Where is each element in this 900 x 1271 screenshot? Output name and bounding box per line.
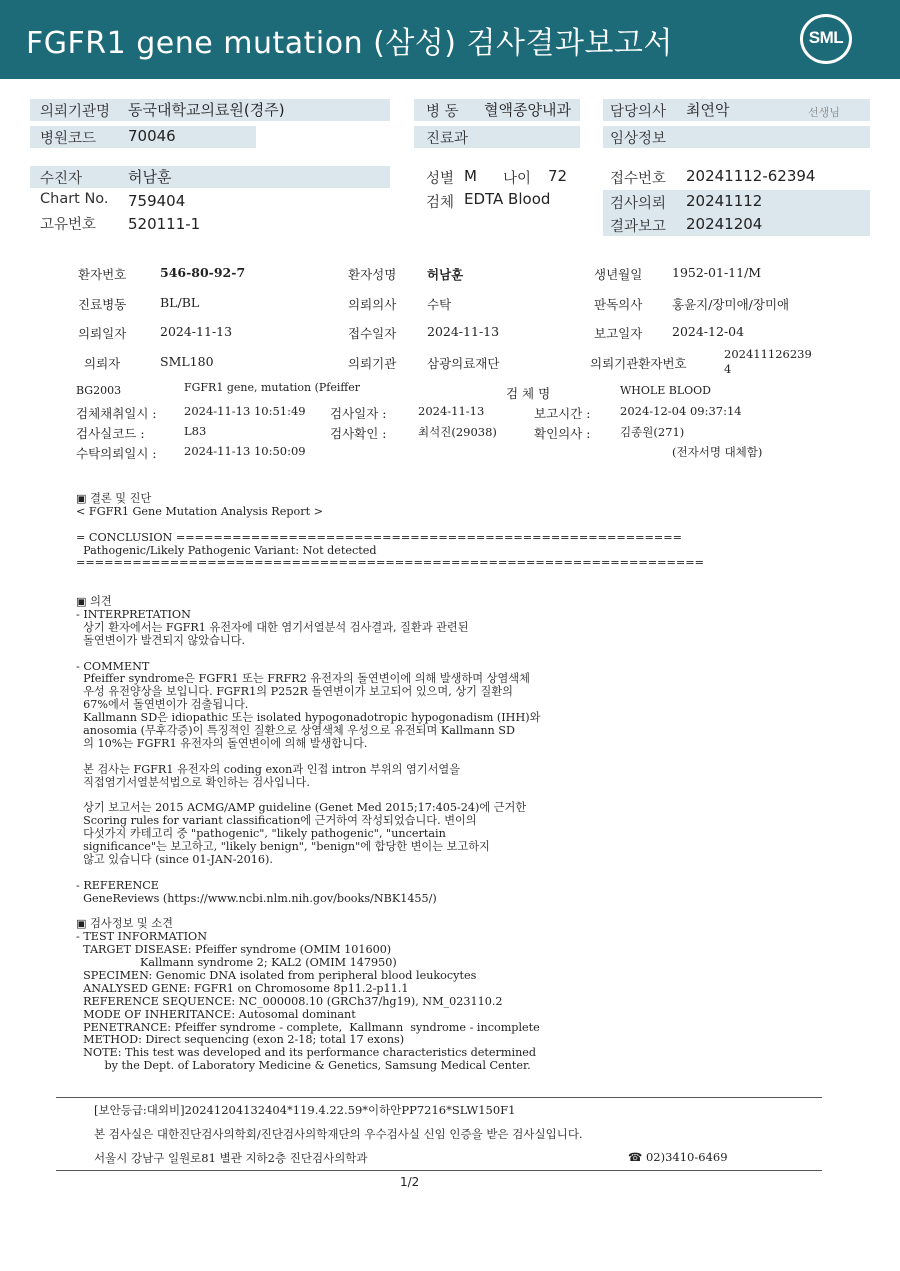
specimen-value: EDTA Blood [464,190,551,208]
requester-value: SML180 [160,354,214,369]
confirm-value: 최석진(29038) [418,425,497,439]
pid-value: 546-80-92-7 [160,265,246,280]
body-line: significance"는 보고하고, "likely benign", "benign"에 합당한 변이는 보고하지 [76,840,490,854]
body-line: < FGFR1 Gene Mutation Analysis Report > [76,504,324,518]
body-line: GeneReviews (https://www.ncbi.nlm.nih.gov/books/NBK1455/) [76,891,437,905]
dob-label: 생년월일 [594,267,643,282]
reptime-value: 2024-12-04 09:37:14 [620,404,742,418]
collect-label: 검체채취일시 : [76,406,157,421]
body-line: 않고 있습니다 (since 01-JAN-2016). [76,852,273,866]
body-line: Pathogenic/Likely Pathogenic Variant: Not detected [76,543,377,557]
body-line: PENETRANCE: Pfeiffer syndrome - complete, Kallmann syndrome - incomplete [76,1020,540,1034]
reqdoc-label: 의뢰의사 [348,297,397,312]
body-line: - TEST INFORMATION [76,930,207,944]
receipt-label: 접수번호 [610,171,667,187]
pname-label: 환자성명 [348,267,397,282]
security-line: [보안등급:대외비]20241204132404*119.4.22.59*이하안PP7216*SLW150F1 [94,1103,516,1117]
instpid-value-1: 202411126239 [724,347,812,361]
reader-value: 홍윤지/장미애/장미애 [672,297,790,312]
chart-value: 759404 [128,192,186,210]
body-line: anosomia (무후각증)이 특징적인 질환으로 상염색체 우성으로 유전되며 Kallmann SD [76,724,515,738]
phone-line: ☎ 02)3410-6469 [628,1150,728,1164]
repdate-value: 2024-12-04 [672,324,745,339]
body-line: 본 검사는 FGFR1 유전자의 coding exon과 인접 intron 부위의 염기서열을 [76,762,461,776]
reqdate-value: 2024-11-13 [160,324,233,339]
body-line: NOTE: This test was developed and its performance characteristics determined [76,1046,537,1060]
instpid-value-2: 4 [724,362,732,376]
page-number: 1/2 [400,1175,420,1189]
doctor-suffix: 선생님 [808,106,840,119]
report-date-label: 결과보고 [610,219,667,235]
body-line: 돌연변이가 발견되지 않았습니다. [76,633,246,647]
reqdoc-value: 수탁 [427,297,452,312]
reader-label: 판독의사 [594,297,643,312]
confdoc-value: 김종원(271) [620,425,685,439]
report-body [76,493,704,1073]
uid-value: 520111-1 [128,215,201,233]
instpid-label: 의뢰기관환자번호 [590,356,687,371]
report-date-value: 20241204 [686,215,763,233]
lab-label: 검사실코드 : [76,426,145,441]
body-line [76,751,704,764]
consign-value: 2024-11-13 10:50:09 [184,444,306,458]
specimen-label: 검체 [426,195,455,211]
ward-value: 혈액종양내과 [484,101,571,119]
sml-logo [800,14,852,64]
body-line: Scoring rules for variant classification에 근거하여 작성되었습니다. 변이의 [76,814,477,828]
body-line: - REFERENCE [76,878,159,892]
recdate-value: 2024-11-13 [427,324,500,339]
reptime-label: 보고시간 : [534,406,591,421]
body-line: 상기 보고서는 2015 ACMG/AMP guideline (Genet Med 2015;17:405-24)에 근거한 [76,801,527,815]
request-value: 20241112 [686,192,763,210]
ward-code-label: 진료병동 [78,297,127,312]
confdoc-label: 확인의사 : [534,426,591,441]
body-line: 의 10%는 FGFR1 유전자의 돌연변이에 의해 발생합니다. [76,736,368,750]
report-header [0,0,900,79]
sex-label: 성별 [426,171,455,187]
certification-line: 본 검사실은 대한진단검사의학회/진단검사의학재단의 우수검사실 신임 인증을 받은 검사실입니다. [94,1127,583,1141]
receipt-value: 20241112-62394 [686,167,816,185]
patient-label: 수진자 [40,171,83,187]
inst-value: 동국대학교의료원(경주) [128,101,285,119]
chart-label: Chart No. [40,191,109,207]
address-line: 서울시 강남구 일원로81 별관 지하2층 진단검사의학과 [94,1151,368,1165]
body-line [76,519,704,532]
logo-text: SML [808,28,844,47]
body-line: METHOD: Direct sequencing (exon 2-18; total 17 exons) [76,1033,405,1047]
consign-label: 수탁의뢰일시 : [76,446,157,461]
request-label: 검사의뢰 [610,196,667,212]
body-line: - COMMENT [76,659,150,673]
body-line: 67%에서 돌연변이가 검출됩니다. [76,698,249,712]
doctor-label: 담당의사 [610,104,667,120]
report-title: FGFR1 gene mutation (삼성) 검사결과보고서 [26,26,673,61]
body-line: ▣ 의견 [76,595,112,609]
reqdate-label: 의뢰일자 [78,326,127,341]
pid-label: 환자번호 [78,267,127,282]
body-line: MODE OF INHERITANCE: Autosomal dominant [76,1007,356,1021]
body-line: ▣ 검사정보 및 소견 [76,917,173,931]
doctor-value: 최연악 [686,101,730,119]
body-line [76,570,704,583]
code-value: 70046 [128,127,176,145]
uid-label: 고유번호 [40,217,97,233]
body-line [76,583,704,596]
repdate-label: 보고일자 [594,326,643,341]
requester-label: 의뢰자 [84,356,121,371]
patient-bar [30,166,390,188]
body-line: - INTERPRETATION [76,608,191,622]
body-line: ▣ 결론 및 진단 [76,492,152,505]
body-line: ANALYSED GENE: FGFR1 on Chromosome 8p11.2-p11.1 [76,981,409,995]
body-line: Kallmann syndrome 2; KAL2 (OMIM 147950) [76,956,397,970]
body-line: Kallmann SD은 idiopathic 또는 isolated hypogonadotropic hypogonadism (IHH)와 [76,711,541,725]
body-line [76,648,704,661]
code-label: 병원코드 [40,131,97,147]
footer-divider-top [56,1097,822,1098]
clinical-label: 임상정보 [610,131,667,147]
body-line: REFERENCE SEQUENCE: NC_000008.10 (GRCh37/hg19), NM_023110.2 [76,994,503,1008]
patient-value: 허남훈 [128,168,172,186]
body-line: =================================================================== [76,556,705,570]
lab-value: L83 [184,424,207,438]
testdate-value: 2024-11-13 [418,404,485,418]
body-line: SPECIMEN: Genomic DNA isolated from peripheral blood leukocytes [76,968,477,982]
pname-value: 허남훈 [427,267,464,282]
age-value: 72 [548,167,568,185]
body-line: = CONCLUSION ====================================================== [76,530,683,544]
body-line [76,867,704,880]
esign-note: (전자서명 대체함) [672,445,763,459]
recdate-label: 접수일자 [348,326,397,341]
body-line: TARGET DISEASE: Pfeiffer syndrome (OMIM 101600) [76,943,392,957]
ward-code-value: BL/BL [160,295,200,310]
collect-value: 2024-11-13 10:51:49 [184,404,306,418]
test-code: BG2003 [76,384,122,397]
testdate-label: 검사일자 : [330,406,387,421]
test-name: FGFR1 gene, mutation (Pfeiffer [184,381,360,394]
footer-divider-bottom [56,1170,822,1171]
age-label: 나이 [503,171,532,187]
dept-label: 진료과 [426,131,469,147]
body-line: 상기 환자에서는 FGFR1 유전자에 대한 염기서열분석 검사결과, 질환과 관련된 [76,620,469,634]
ward-label: 병 동 [426,104,459,120]
body-line: 직접염기서열분석법으로 확인하는 검사입니다. [76,775,310,789]
dob-value: 1952-01-11/M [672,265,762,280]
specimen-name-value: WHOLE BLOOD [620,384,711,397]
reqinst-value: 삼광의료재단 [427,356,500,371]
specimen-name-label: 검 체 명 [506,386,551,401]
body-line: Pfeiffer syndrome은 FGFR1 또는 FRFR2 유전자의 돌연변이에 의해 발생하며 상염색체 [76,672,530,686]
sex-value: M [464,167,477,185]
body-line: by the Dept. of Laboratory Medicine & Genetics, Samsung Medical Center. [76,1059,531,1073]
body-line: 다섯가지 카테고리 중 "pathogenic", "likely pathogenic", "uncertain [76,827,446,841]
inst-label: 의뢰기관명 [40,104,111,120]
body-line: 우성 유전양상을 보입니다. FGFR1의 P252R 돌연변이가 보고되어 있으며, 상기 질환의 [76,685,513,699]
reqinst-label: 의뢰기관 [348,356,397,371]
confirm-label: 검사확인 : [330,426,387,441]
